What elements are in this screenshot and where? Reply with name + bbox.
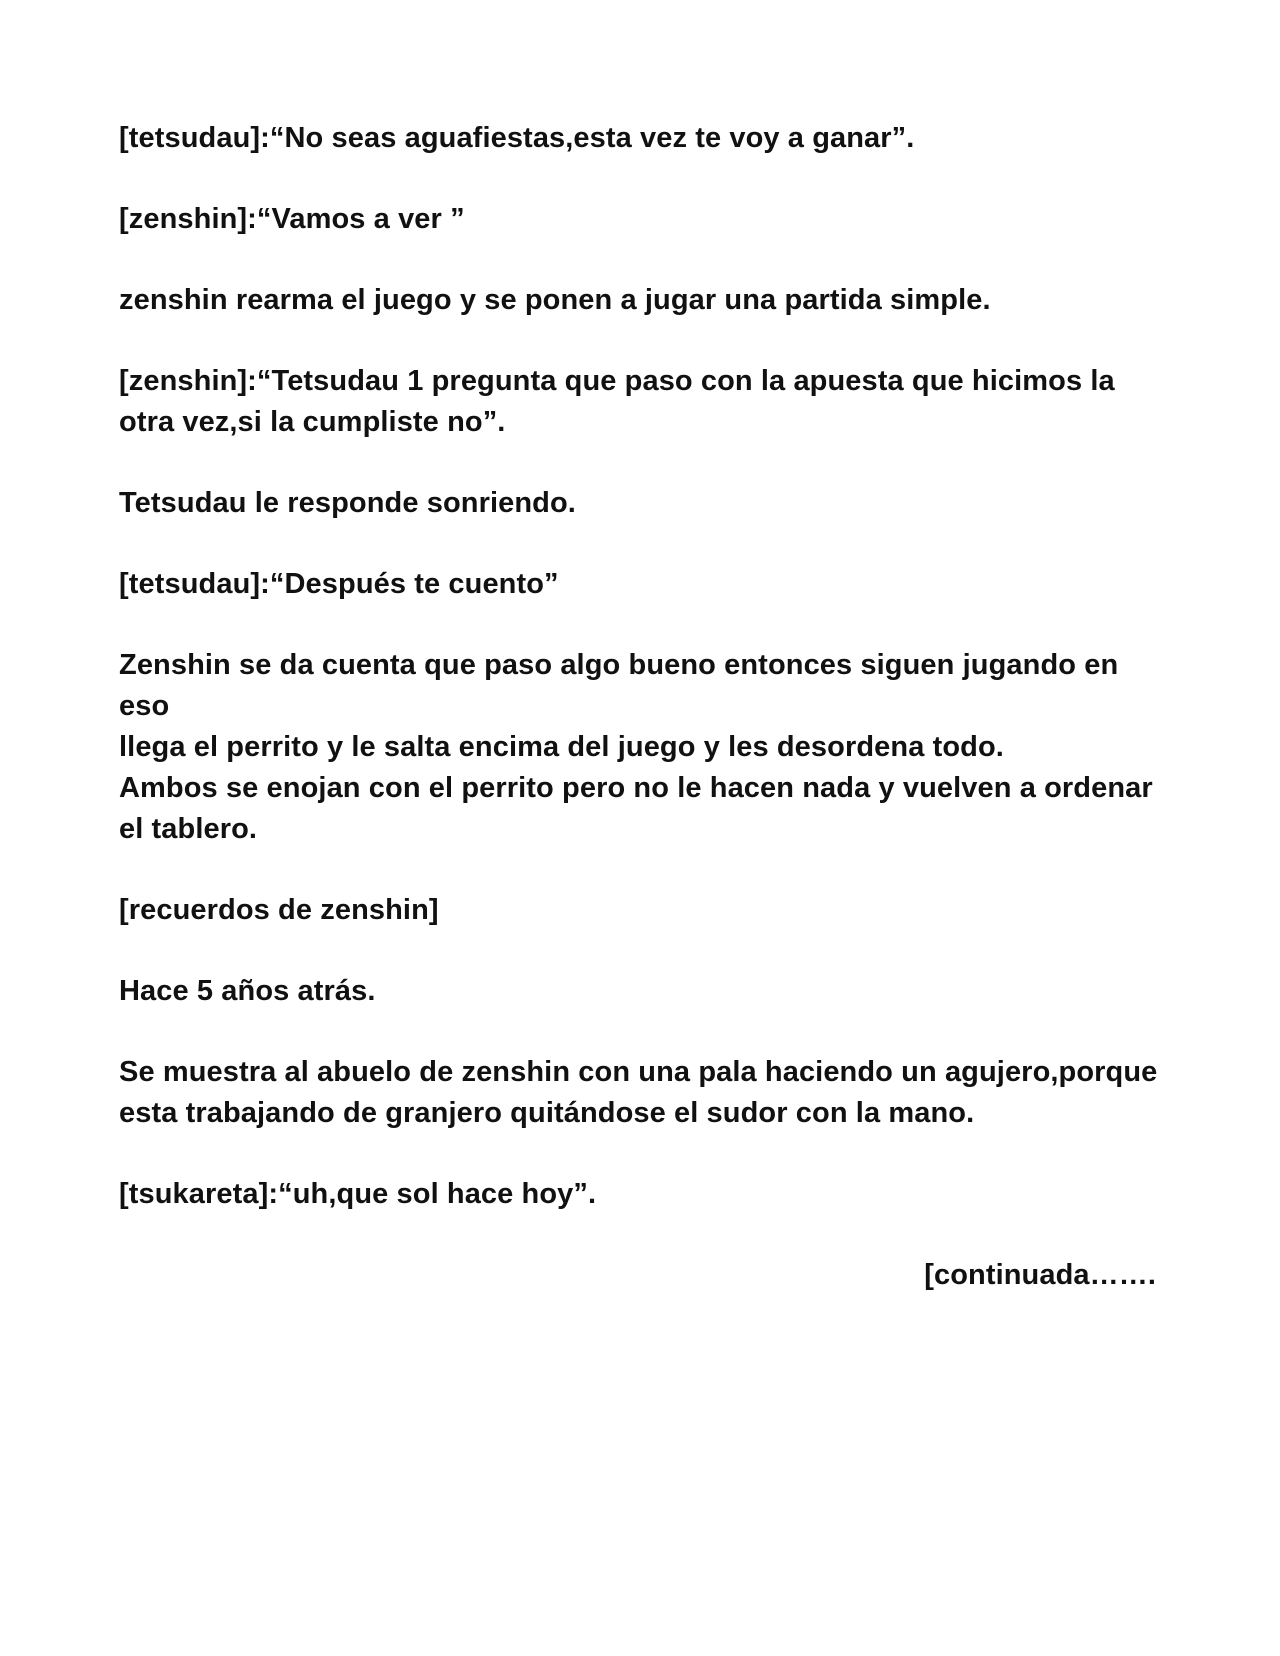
narration-3: Zenshin se da cuenta que paso algo bueno entonces siguen jugando en eso llega el perrito y le salta encima del juego y les desordena todo. — [119, 649, 1119, 763]
narration-4: Ambos se enojan con el perrito pero no le hacen nada y vuelven a ordenar el tablero. — [119, 772, 1153, 845]
narration-1: zenshin rearma el juego y se ponen a jugar una partida simple. — [119, 284, 991, 316]
dialogue-tetsudau-2: [tetsudau]:“Después te cuento” — [119, 568, 559, 600]
dialogue-zenshin-1: [zenshin]:“Vamos a ver ” — [119, 203, 465, 235]
time-note: Hace 5 años atrás. — [119, 975, 376, 1007]
narration-5: Se muestra al abuelo de zenshin con una pala haciendo un agujero,porque esta trabajando de granjero quitándose el sudor con la mano. — [119, 1056, 1158, 1129]
document-page — [119, 118, 1164, 1336]
dialogue-tsukareta: [tsukareta]:“uh,que sol hace hoy”. — [119, 1178, 597, 1210]
narration-2: Tetsudau le responde sonriendo. — [119, 487, 576, 519]
scene-heading-memories: [recuerdos de zenshin] — [119, 894, 439, 926]
continuation-note: [continuada……. — [924, 1259, 1156, 1291]
dialogue-tetsudau-1: [tetsudau]:“No seas aguafiestas,esta vez te voy a ganar”. — [119, 122, 915, 154]
dialogue-zenshin-2: [zenshin]:“Tetsudau 1 pregunta que paso con la apuesta que hicimos la otra vez,si la cumpliste no”. — [119, 365, 1115, 438]
